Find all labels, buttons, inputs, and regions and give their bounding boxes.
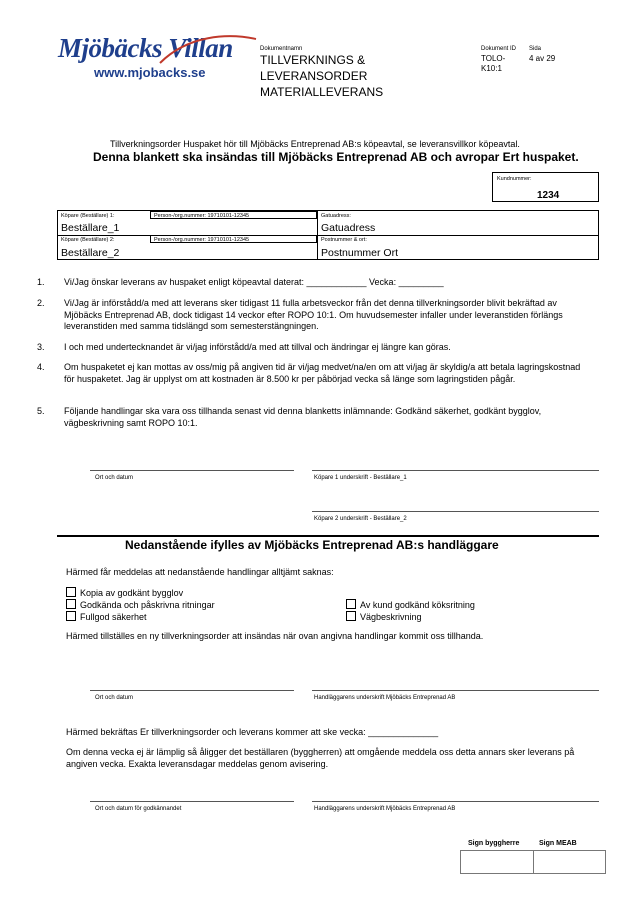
checkbox-icon[interactable] — [66, 587, 76, 597]
page-label: Sida — [529, 46, 542, 52]
customer-number-label: Kundnummer: — [497, 176, 532, 182]
signature-line[interactable] — [312, 511, 599, 512]
sign-builder-box[interactable] — [460, 850, 533, 874]
customer-number[interactable]: 1234 — [537, 190, 560, 201]
buyer1-label: Köpare (Beställare) 1: — [61, 213, 115, 219]
item-text: Vi/Jag är införstådd/a med att leverans sker tidigast 11 fulla arbetsveckor från det denna tillverkningsorder blivit bekräftad av Mjöbäcks Entreprenad AB, dock tidigast 14 veckor efter ROPO 10:1. Om huvudsemester infaller under leveranstiden förlängs leveranstiden med samma tidslängd som semesterstängningen. — [64, 298, 563, 331]
checkbox-building-permit[interactable]: Kopia av godkänt bygglov — [66, 587, 183, 600]
intro-heading: Denna blankett ska insändas till Mjöbäcks Entreprenad AB och avropar Ert huspaket. — [93, 150, 579, 164]
checkbox-icon[interactable] — [66, 599, 76, 609]
section-divider — [57, 535, 599, 537]
item-text: Vi/Jag önskar leverans av huspaket enligt köpeavtal daterat: ____________ Vecka: _________ — [64, 277, 444, 287]
buyer1-name[interactable]: Beställare_1 — [61, 222, 120, 234]
company-logo: Mjöbäcks Villan — [58, 33, 233, 63]
place-date-label: Ort och datum — [95, 695, 134, 701]
buyer2-pnr[interactable]: Person-/org.nummer: 19710101-12345 — [150, 235, 317, 243]
company-website: www.mjobacks.se — [94, 65, 206, 80]
customer-number-box — [492, 172, 599, 202]
doc-name-label: Dokumentnamn — [260, 46, 303, 52]
postal-label: Postnummer & ort: — [321, 237, 367, 243]
handler-heading: Nedanstående ifylles av Mjöbäcks Entreprenad AB:s handläggare — [125, 538, 499, 552]
buyer2-label: Köpare (Beställare) 2: — [61, 237, 115, 243]
buyer2-signature-label: Köpare 2 underskrift - Beställare_2 — [314, 516, 407, 522]
street-address[interactable]: Gatuadress — [321, 222, 376, 234]
sign-builder-label: Sign byggherre — [468, 840, 520, 847]
checkbox-directions[interactable]: Vägbeskrivning — [346, 611, 422, 624]
doc-id-label: Dokument ID — [481, 46, 517, 52]
checkbox-icon[interactable] — [346, 611, 356, 621]
item-number: 5. — [37, 406, 45, 416]
buyer1-pnr[interactable]: Person-/org.nummer: 19710101-12345 — [150, 211, 317, 219]
doc-id: TOLO- K10:1 — [481, 54, 506, 73]
page-number: 4 av 29 — [529, 54, 556, 63]
checkbox-kitchen-drawing[interactable]: Av kund godkänd köksritning — [346, 599, 475, 612]
address-label: Gatuadress: — [321, 213, 351, 219]
signature-line[interactable] — [90, 470, 294, 471]
item-text: Om huspaketet ej kan mottas av oss/mig på angiven tid är vi/jag medvet/na/en om att vi/jag är skyldig/a att betala lagringskostnad för huspaketet. Jag är upplyst om att kostnaden är 8.500 kr per påbörjad vecka så länge som lagringstiden pågår. — [64, 362, 581, 384]
place-date-label: Ort och datum — [95, 475, 134, 481]
checkbox-icon[interactable] — [346, 599, 356, 609]
item-number: 3. — [37, 342, 45, 352]
buyer-table — [57, 210, 599, 260]
checkbox-security[interactable]: Fullgod säkerhet — [66, 611, 147, 624]
confirm-text: Härmed bekräftas Er tillverkningsorder och leverans kommer att ske vecka: ______________ — [66, 727, 439, 737]
signature-line[interactable] — [312, 690, 599, 691]
buyer2-name[interactable]: Beställare_2 — [61, 247, 120, 259]
signature-line[interactable] — [312, 470, 599, 471]
item-text: I och med undertecknandet är vi/jag införstådd/a med att tillval och ändringar ej längre kan göras. — [64, 342, 451, 352]
signature-line[interactable] — [90, 801, 294, 802]
handler-signature-label: Handläggarens underskrift Mjöbäcks Entreprenad AB — [314, 695, 456, 701]
item-number: 1. — [37, 277, 45, 287]
logo-swoosh-icon — [158, 33, 258, 69]
doc-name: TILLVERKNINGS & LEVERANSORDER MATERIALLEVERANS — [260, 53, 384, 99]
signature-line[interactable] — [90, 690, 294, 691]
sign-meab-box[interactable] — [533, 850, 606, 874]
notice-text: Om denna vecka ej är lämplig så åligger det beställaren (byggherren) att omgående meddela oss detta annars sker leverans på angiven vecka. Exakta leveransdagar meddelas genom avisering. — [66, 747, 575, 769]
missing-intro: Härmed får meddelas att nedanstående handlingar alltjämt saknas: — [66, 567, 334, 577]
resend-text: Härmed tillställes en ny tillverkningsorder att insändas när ovan angivna handlingar kommit oss tillhanda. — [66, 631, 484, 641]
item-number: 4. — [37, 362, 45, 372]
handler-signature-label: Handläggarens underskrift Mjöbäcks Entreprenad AB — [314, 806, 456, 812]
buyer1-signature-label: Köpare 1 underskrift - Beställare_1 — [314, 475, 407, 481]
sign-meab-label: Sign MEAB — [539, 840, 577, 847]
intro-text: Tillverkningsorder Huspaket hör till Mjöbäcks Entreprenad AB:s köpeavtal, se leveransvillkor köpeavtal. — [110, 139, 520, 149]
item-text: Följande handlingar ska vara oss tillhanda senast vid denna blanketts inlämnande: Godkänd säkerhet, godkänt bygglov, vägbeskrivning samt ROPO 10:1. — [64, 406, 542, 428]
item-number: 2. — [37, 298, 45, 308]
signature-line[interactable] — [312, 801, 599, 802]
place-date-approval-label: Ort och datum för godkännandet — [95, 806, 182, 812]
checkbox-icon[interactable] — [66, 611, 76, 621]
checkbox-drawings[interactable]: Godkända och påskrivna ritningar — [66, 599, 215, 612]
postal-city[interactable]: Postnummer Ort — [321, 247, 399, 259]
